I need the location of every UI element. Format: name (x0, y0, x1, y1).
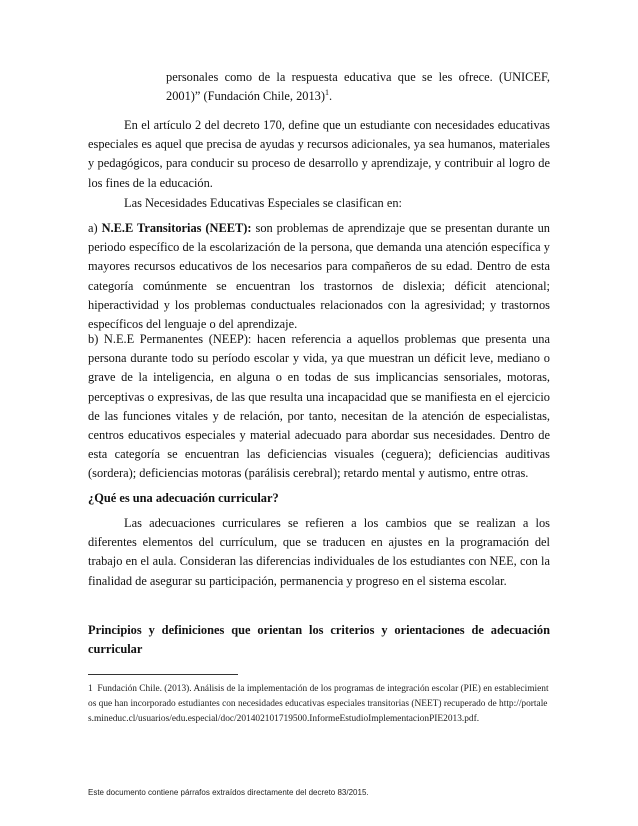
heading-principios: Principios y definiciones que orientan los criterios y orientaciones de adecuación curricular (88, 623, 550, 657)
quote-text: personales como de la respuesta educativa que se les ofrece. (UNICEF, 2001)” (Fundación Chile, 2013) (166, 70, 550, 104)
paragraph-neep: b) N.E.E Permanentes (NEEP): hacen referencia a aquellos problemas que presenta una persona durante todo su período escolar y vida, ya que muestran un déficit leve, mediano o grave de la inteligencia, en alguna o en todas de sus implicancias sensoriales, motoras, perceptivas o expresivas, de las que resulta una incapacidad que se manifiesta en el ejercicio de las funciones vitales y de relación, por tanto, necesitan de la atención de especialistas, centros educativos especiales y material adecuado para abordar sus necesidades. Dentro de esta categoría se encuentran las deficiencias visuales (ceguera); deficiencias auditivas (sordera); deficiencias motoras (parálisis cerebral); retardo mental y autismo, entre otras. (88, 332, 550, 481)
paragraph-adecuacion: Las adecuaciones curriculares se refieren a los cambios que se realizan a los diferentes elementos del currículum, que se traducen en ajustes en la programación del trabajo en el aula. Consideran las diferencias individuales de los estudiantes con NEE, con la finalidad de asegurar su participación, permanencia y progreso en el sistema escolar. (88, 516, 550, 588)
footnote-number: 1 (88, 684, 93, 694)
quote-end: . (329, 89, 333, 104)
page-footer: Este documento contiene párrafos extraídos directamente del decreto 83/2015. (88, 788, 369, 797)
neet-text: son problemas de aprendizaje que se presentan durante un periodo específico de la escolarización de la persona, que demanda una atención específica y mayores recursos educativos de los necesarios para compañeros de su edad. Dentro de esta categoría comúnmente se encuentran los trastornos de dislexia; déficit atencional; hiperactividad y los problemas conductuales relacionados con la agresividad; y trastornos específicos del lenguaje o del aprendizaje. (88, 221, 550, 332)
footnote-separator (88, 674, 238, 675)
paragraph-neet (88, 219, 550, 334)
neet-term: N.E.E Transitorias (NEET): (101, 221, 252, 235)
footnote (88, 682, 550, 727)
footnote-reference[interactable]: 1 (325, 88, 329, 98)
heading-adecuacion-curricular: ¿Qué es una adecuación curricular? (88, 491, 279, 505)
footnote-text: Fundación Chile. (2013). Análisis de la implementación de los programas de integración escolar (PIE) en establecimientos que han incorporado estudiantes con necesidades educativas especiales transitorias (NEET) recuperado de http://portales.mineduc.cl/usuarios/edu.especial/doc/201402101719500.InformeEstudioImplementacionPIE2013.pdf. (88, 684, 549, 724)
neet-prefix: a) (88, 221, 98, 235)
paragraph-decreto-170: En el artículo 2 del decreto 170, define que un estudiante con necesidades educativas especiales es aquel que precisa de ayudas y recursos adicionales, ya sea humanos, materiales y pedagógicos, para conducir su proceso de desarrollo y aprendizaje, y contribuir al logro de los fines de la educación. (88, 118, 550, 190)
quote-continuation (166, 68, 550, 106)
paragraph-classification-intro: Las Necesidades Educativas Especiales se clasifican en: (124, 196, 402, 210)
